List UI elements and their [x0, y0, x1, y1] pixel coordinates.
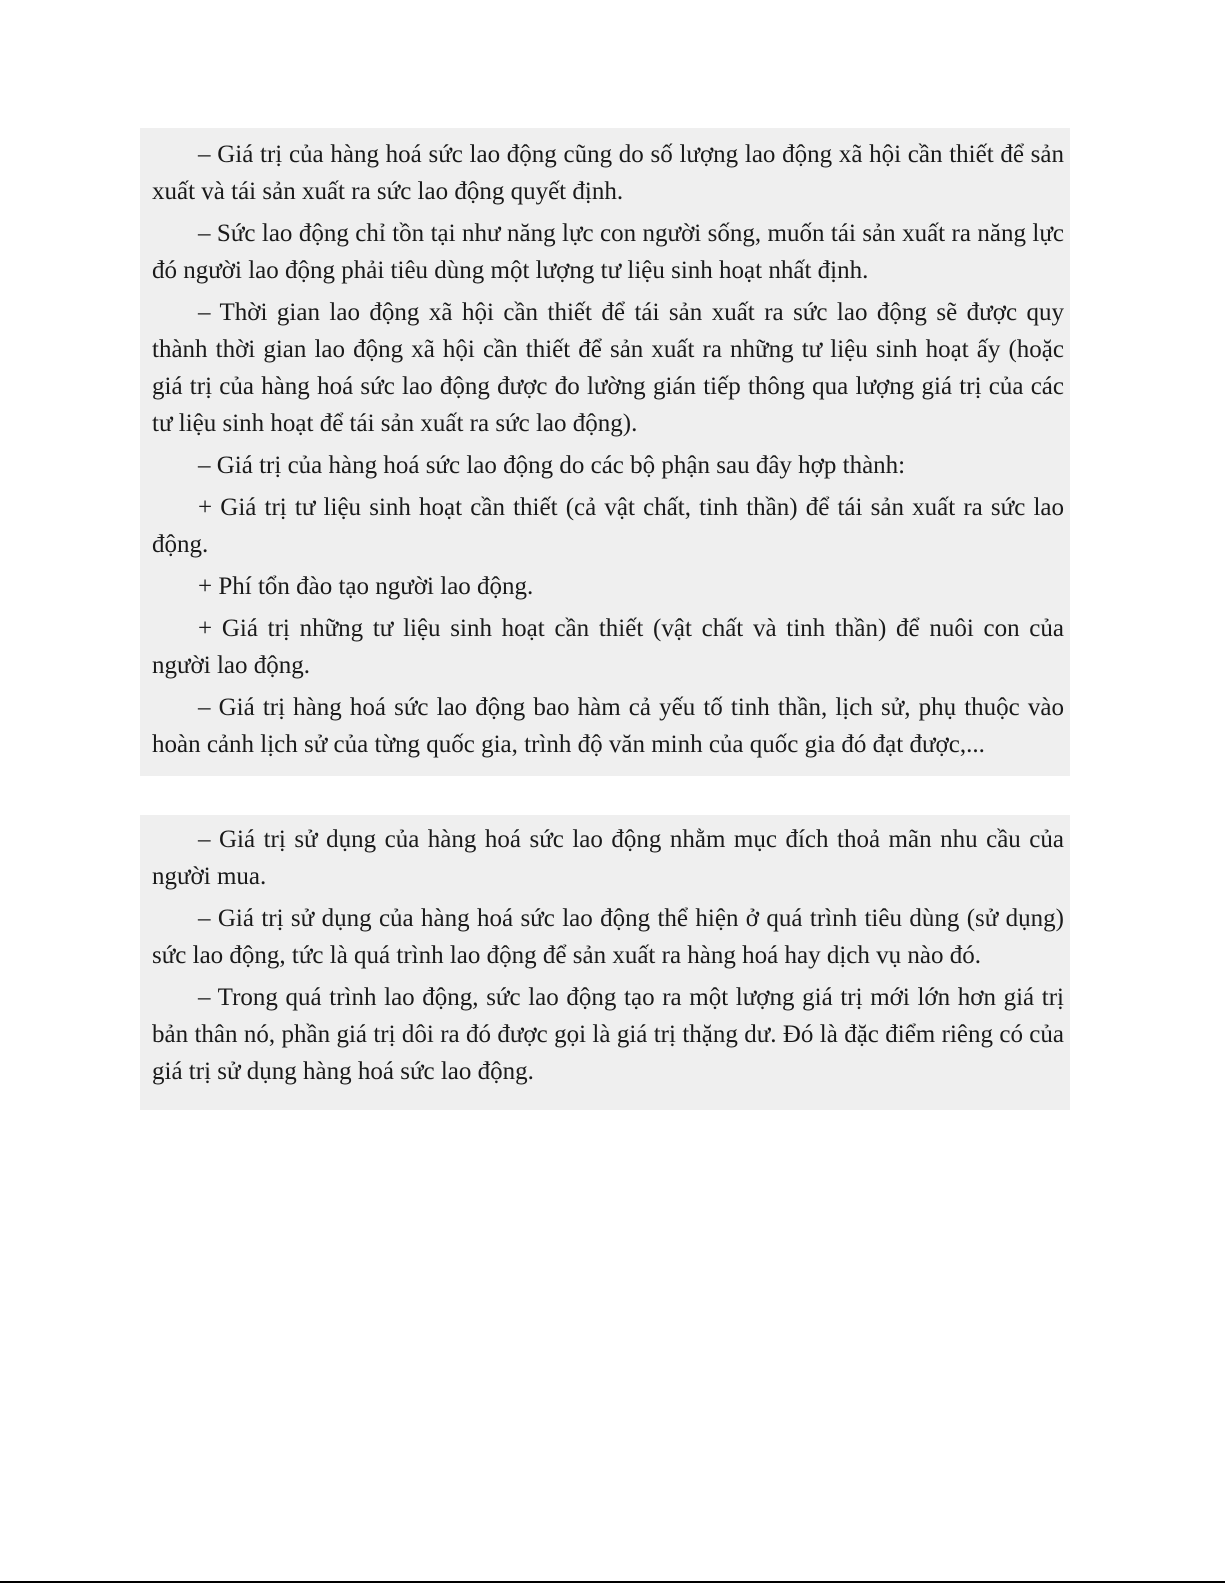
paragraph-text: + Giá trị những tư liệu sinh hoạt cần thiết (vật chất và tinh thần) để nuôi con của người lao động. [152, 615, 1064, 679]
paragraph-text: – Giá trị hàng hoá sức lao động bao hàm cả yếu tố tinh thần, lịch sử, phụ thuộc vào hoàn cảnh lịch sử của từng quốc gia, trình độ văn minh của quốc gia đó đạt được,... [152, 694, 1064, 758]
paragraph-text: + Giá trị tư liệu sinh hoạt cần thiết (cả vật chất, tinh thần) để tái sản xuất ra sức lao động. [152, 494, 1064, 558]
paragraph-use-value-purpose [140, 821, 1070, 895]
paragraph-components-intro [140, 447, 1070, 484]
paragraph-text: – Giá trị sử dụng của hàng hoá sức lao động nhằm mục đích thoả mãn nhu cầu của người mua. [152, 826, 1064, 890]
paragraph-use-value-consumption [140, 900, 1070, 974]
paragraph-text: – Trong quá trình lao động, sức lao động tạo ra một lượng giá trị mới lớn hơn giá trị bản thân nó, phần giá trị dôi ra đó được gọi là giá trị thặng dư. Đó là đặc điểm riêng có của giá trị sử dụng hàng hoá sức lao động. [152, 984, 1064, 1085]
paragraph-surplus-value [140, 979, 1070, 1090]
paragraph-social-labor-time [140, 294, 1070, 442]
paragraph-component-living-means [140, 489, 1070, 563]
scanned-text-block-value [140, 128, 1070, 776]
paragraph-component-training-cost [140, 568, 1070, 605]
paragraph-text: – Sức lao động chỉ tồn tại như năng lực con người sống, muốn tái sản xuất ra năng lực đó người lao động phải tiêu dùng một lượng tư liệu sinh hoạt nhất định. [152, 220, 1064, 284]
paragraph-text: – Giá trị của hàng hoá sức lao động cũng do số lượng lao động xã hội cần thiết để sản xuất và tái sản xuất ra sức lao động quyết định. [152, 141, 1064, 205]
paragraph-value-determination [140, 136, 1070, 210]
page-bottom-border [0, 1581, 1225, 1583]
paragraph-text: – Giá trị sử dụng của hàng hoá sức lao động thể hiện ở quá trình tiêu dùng (sử dụng) sức lao động, tức là quá trình lao động để sản xuất ra hàng hoá hay dịch vụ nào đó. [152, 905, 1064, 969]
paragraph-spiritual-historical [140, 689, 1070, 763]
paragraph-text: + Phí tổn đào tạo người lao động. [198, 573, 534, 600]
paragraph-text: – Giá trị của hàng hoá sức lao động do các bộ phận sau đây hợp thành: [198, 452, 906, 479]
scanned-text-block-use-value [140, 815, 1070, 1110]
paragraph-living-capacity [140, 215, 1070, 289]
paragraph-component-raising-children [140, 610, 1070, 684]
paragraph-text: – Thời gian lao động xã hội cần thiết để tái sản xuất ra sức lao động sẽ được quy thành thời gian lao động xã hội cần thiết để sản xuất ra những tư liệu sinh hoạt ấy (hoặc giá trị của hàng hoá sức lao động được đo lường gián tiếp thông qua lượng giá trị của các tư liệu sinh hoạt để tái sản xuất ra sức lao động). [152, 299, 1064, 437]
